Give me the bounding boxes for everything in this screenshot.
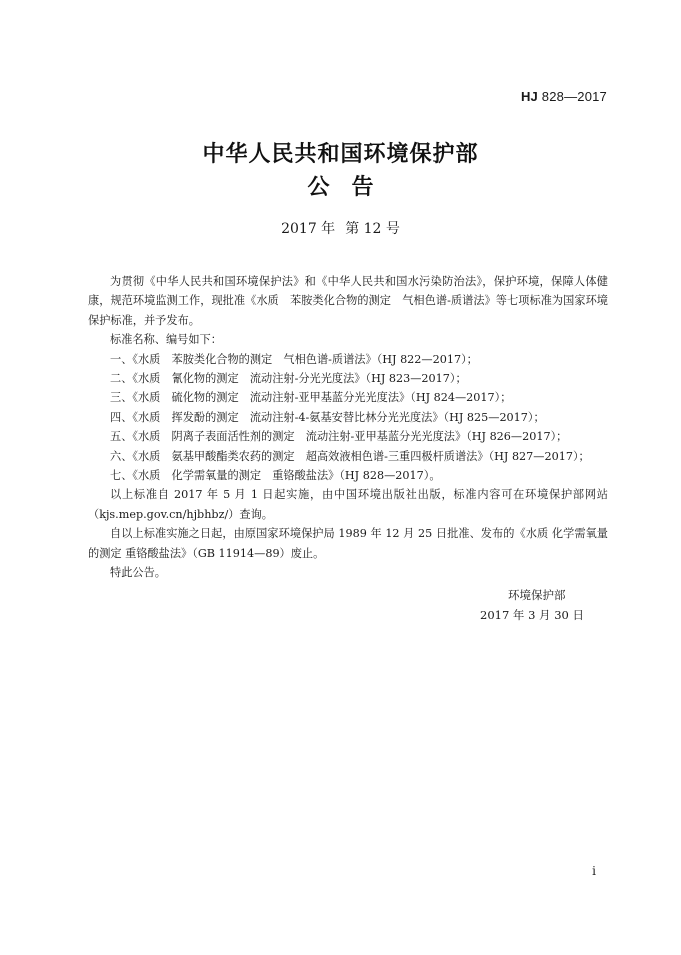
announcement-title-char-2: 告 [351, 175, 374, 200]
issue-number: 第 12 号 [345, 221, 400, 237]
intro-paragraph: 为贯彻《中华人民共和国环境保护法》和《中华人民共和国水污染防治法》，保护环境，保障人体健康，规范环境监测工作，现批准《水质 苯胺类化合物的测定 气相色谱-质谱法》等七项标准为国家环境保护标准，并予发布。 [88, 275, 608, 327]
standards-list-item: 一、《水质 苯胺类化合物的测定 气相色谱-质谱法》（HJ 822—2017）； [110, 352, 478, 366]
standard-code-prefix: HJ [520, 89, 538, 104]
standards-list-item: 三、《水质 硫化物的测定 流动注射-亚甲基蓝分光光度法》（HJ 824—2017）； [110, 391, 512, 405]
issuing-organization: 环境保护部 [508, 588, 566, 602]
standard-code-number: 828—2017 [537, 89, 607, 104]
standards-list-heading: 标准名称、编号如下： [110, 333, 222, 347]
page-number: i [592, 864, 596, 878]
signature-block [480, 586, 610, 625]
announcement-body [88, 272, 608, 583]
issue-year: 2017 年 [281, 221, 336, 237]
announcement-title [0, 170, 681, 201]
standard-code [521, 89, 607, 104]
ministry-title: 中华人民共和国环境保护部 [202, 142, 479, 167]
repeal-paragraph: 自以上标准实施之日起，由原国家环境保护局 1989 年 12 月 25 日批准、发布的《水质 化学需氧量的测定 重铬酸盐法》（GB 11914—89）废止。 [88, 527, 608, 560]
issue-date: 2017 年 3 月 30 日 [480, 607, 584, 622]
standards-list-item: 四、《水质 挥发酚的测定 流动注射-4-氨基安替比林分光光度法》（HJ 825—2017）； [110, 410, 545, 424]
standards-list-item: 五、《水质 阴离子表面活性剂的测定 流动注射-亚甲基蓝分光光度法》（HJ 826—2017）； [110, 430, 568, 444]
standards-list-item: 六、《水质 氨基甲酸酯类农药的测定 超高效液相色谱-三重四极杆质谱法》（HJ 827—2017）； [110, 449, 590, 463]
standards-list [88, 350, 608, 486]
standards-list-item: 二、《水质 氰化物的测定 流动注射-分光光度法》（HJ 823—2017）； [110, 372, 467, 386]
closing-line: 特此公告。 [110, 566, 166, 580]
issue-number-line [0, 218, 681, 238]
implementation-paragraph: 以上标准自 2017 年 5 月 1 日起实施，由中国环境出版社出版，标准内容可在环境保护部网站（kjs.mep.gov.cn/hjbhbz/）查询。 [88, 488, 608, 521]
announcement-title-char-1: 公 [307, 175, 330, 200]
standards-list-item: 七、《水质 化学需氧量的测定 重铬酸盐法》（HJ 828—2017）。 [110, 469, 441, 483]
